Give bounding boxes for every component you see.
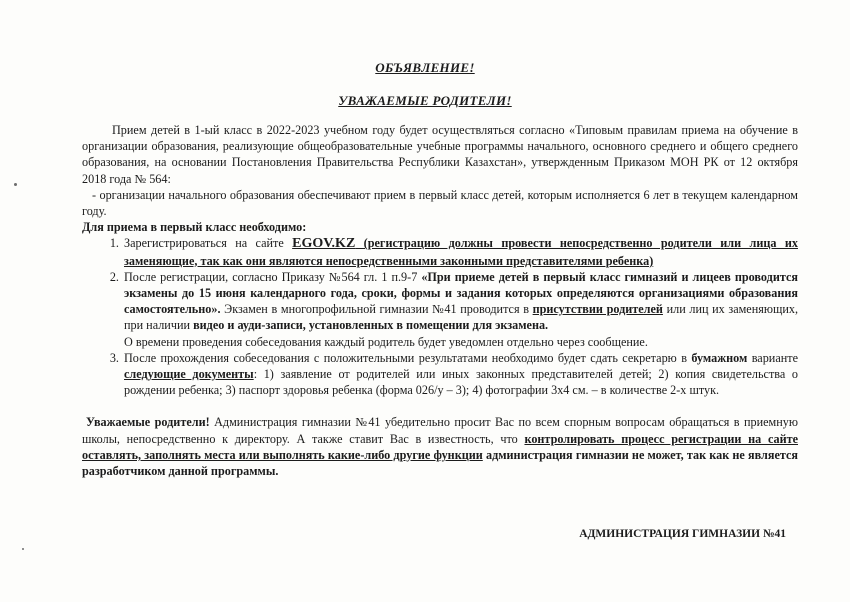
egov-site-name: EGOV.KZ [292, 236, 356, 252]
age-rule-paragraph: - организации начального образования обеспечивают прием в первый класс детей, которым исполняется 6 лет в текущем календарном году. [82, 187, 798, 219]
intro-paragraph: Прием детей в 1-ый класс в 2022-2023 учебном году будет осуществляться согласно «Типовым правилам приема на обучение в организации образования, реализующие общеобразовательные учебные программы начального, основного среднего и общего среднего образования, на основании Постановления Правительства Республики Казахстан», утвержденным Приказом МОН РК от 12 октября 2018 года № 564: [82, 123, 798, 186]
list-item: 3. После прохождения собеседования с положительными результатами необходимо будет сдать секретарю в бумажном варианте следующие документы: 1) заявление от родителей или иных законных представителей детей; 2) копия свидетельства о рождении ребенка; 3) паспорт здоровья ребенка (форма 026/у – 3); 4) фотографии 3х4 см. – в количестве 2-х штук. [122, 350, 798, 399]
closing-paragraph: Уважаемые родители! Администрация гимназии №41 убедительно просит Вас по всем спорным вопросам обращаться в приемную школы, непосредственно к директору. А также ставит Вас в известность, что контролировать процесс регистрации на сайте оставлять, заполнять места или выполнять какие-либо другие функции администрация гимназии не может, так как не является разработчиком данной программы. [82, 415, 799, 479]
signature-line: АДМИНИСТРАЦИЯ ГИМНАЗИИ №41 [579, 528, 786, 540]
notice-subtitle: УВАЖАЕМЫЕ РОДИТЕЛИ! [338, 93, 512, 108]
scan-speck [22, 548, 24, 550]
list-item: 1. Зарегистрироваться на сайте EGOV.KZ (регистрацию должны провести непосредственно родители или лица их заменяющие, так как они являются непосредственными законными представителями ребенка) [122, 235, 798, 268]
interview-note: О времени проведения собеседования каждый родитель будет уведомлен отдельно через сообщение. [124, 334, 648, 349]
document-body [82, 122, 798, 479]
requirements-heading: Для приема в первый класс необходимо: [82, 220, 307, 235]
notice-title: ОБЪЯВЛЕНИЕ! [375, 60, 475, 75]
list-item: 2. После регистрации, согласно Приказу №564 гл. 1 п.9-7 «При приеме детей в первый класс гимназий и лицеев проводится экзамены до 15 июня календарного года, сроки, формы и задания которых определяются организациями образования самостоятельно». Экзамен в многопрофильной гимназии №41 проводится в присутствии родителей или лиц их заменяющих, при наличии видео и ауди-записи, установленных в помещении для экзамена. О времени проведения собеседования каждый родитель будет уведомлен отдельно через сообщение. [122, 269, 798, 350]
requirements-list [82, 235, 798, 398]
scan-speck [14, 183, 17, 186]
